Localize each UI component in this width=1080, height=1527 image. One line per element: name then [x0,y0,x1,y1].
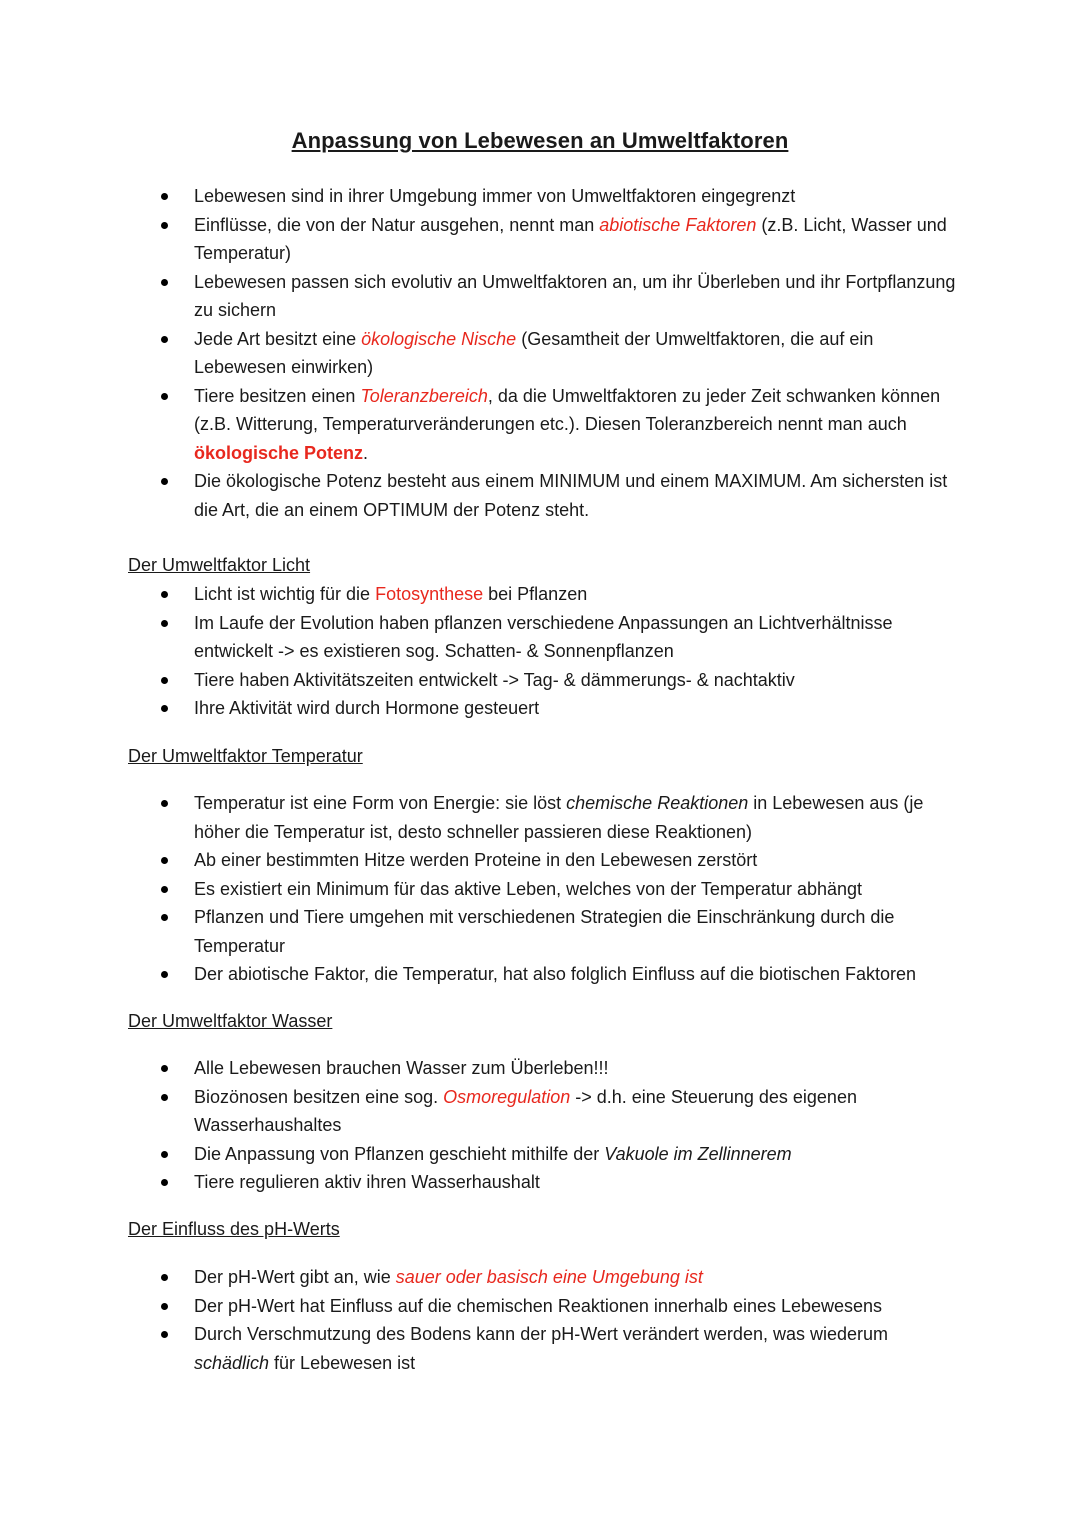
term-italic: Vakuole im Zellinnerem [604,1143,792,1164]
list-item: Jede Art besitzt eine ökologische Nische (Gesamtheit der Umweltfaktoren, die auf ein Lebewesen einwirken) [0,325,1080,382]
intro-list [0,182,1080,524]
list-item: Der pH-Wert hat Einfluss auf die chemischen Reaktionen innerhalb eines Lebewesens [0,1292,1080,1321]
list-item: Ab einer bestimmten Hitze werden Proteine in den Lebewesen zerstört [0,846,1080,875]
section-heading-wasser: Der Umweltfaktor Wasser [128,1011,333,1031]
term-highlight: ökologische Nische [361,328,517,349]
term-highlight: sauer oder basisch eine Umgebung ist [395,1267,703,1287]
term-highlight: Fotosynthese [375,584,484,604]
list-item: Die Anpassung von Pflanzen geschieht mithilfe der Vakuole im Zellinnerem [0,1140,1080,1169]
list-item: Temperatur ist eine Form von Energie: sie löst chemische Reaktionen in Lebewesen aus (je höher die Temperatur ist, desto schneller passieren diese Reaktionen) [0,789,1080,846]
list-item: Biozönosen besitzen eine sog. Osmoregulation -> d.h. eine Steuerung des eigenen Wasserhaushaltes [0,1083,1080,1140]
list-item: Licht ist wichtig für die Fotosynthese bei Pflanzen [0,580,1080,609]
ph-list [0,1263,1080,1377]
term-italic: schädlich [194,1352,270,1373]
list-item: Durch Verschmutzung des Bodens kann der pH-Wert verändert werden, was wiederum schädlich für Lebewesen ist [0,1320,1080,1377]
list-item: Lebewesen sind in ihrer Umgebung immer von Umweltfaktoren eingegrenzt [0,182,1080,211]
list-item: Ihre Aktivität wird durch Hormone gesteuert [0,694,1080,723]
list-item: Die ökologische Potenz besteht aus einem MINIMUM und einem MAXIMUM. Am sichersten ist die Art, die an einem OPTIMUM der Potenz steht. [0,467,1080,524]
section-heading-temperatur: Der Umweltfaktor Temperatur [128,746,363,766]
section-heading-licht: Der Umweltfaktor Licht [128,555,311,575]
term-highlight: Osmoregulation [443,1086,571,1107]
term-highlight: abiotische Faktoren [599,214,757,235]
temperatur-list [0,789,1080,989]
list-item: Im Laufe der Evolution haben pflanzen verschiedene Anpassungen an Lichtverhältnisse entwickelt -> es existieren sog. Schatten- & Sonnenpflanzen [0,609,1080,666]
section-heading-ph: Der Einfluss des pH-Werts [128,1219,340,1239]
term-italic: chemische Reaktionen [566,793,749,813]
term-highlight-bold: ökologische Potenz [194,442,364,463]
list-item: Pflanzen und Tiere umgehen mit verschiedenen Strategien die Einschränkung durch die Temperatur [0,903,1080,960]
list-item: Der pH-Wert gibt an, wie sauer oder basisch eine Umgebung ist [0,1263,1080,1292]
wasser-list [0,1054,1080,1197]
licht-list [0,580,1080,723]
list-item: Tiere besitzen einen Toleranzbereich, da die Umweltfaktoren zu jeder Zeit schwanken können (z.B. Witterung, Temperaturveränderungen etc.). Diesen Toleranzbereich nennt man auch ökologische Potenz. [0,382,1080,468]
term-highlight: Toleranzbereich [360,385,488,406]
list-item: Tiere haben Aktivitätszeiten entwickelt -> Tag- & dämmerungs- & nachtaktiv [0,666,1080,695]
list-item: Lebewesen passen sich evolutiv an Umweltfaktoren an, um ihr Überleben und ihr Fortpflanzung zu sichern [0,268,1080,325]
list-item: Einflüsse, die von der Natur ausgehen, nennt man abiotische Faktoren (z.B. Licht, Wasser und Temperatur) [0,211,1080,268]
list-item: Der abiotische Faktor, die Temperatur, hat also folglich Einfluss auf die biotischen Faktoren [0,960,1080,989]
list-item: Alle Lebewesen brauchen Wasser zum Überleben!!! [0,1054,1080,1083]
page-title: Anpassung von Lebewesen an Umweltfaktoren [291,128,789,153]
list-item: Es existiert ein Minimum für das aktive Leben, welches von der Temperatur abhängt [0,875,1080,904]
list-item: Tiere regulieren aktiv ihren Wasserhaushalt [0,1168,1080,1197]
